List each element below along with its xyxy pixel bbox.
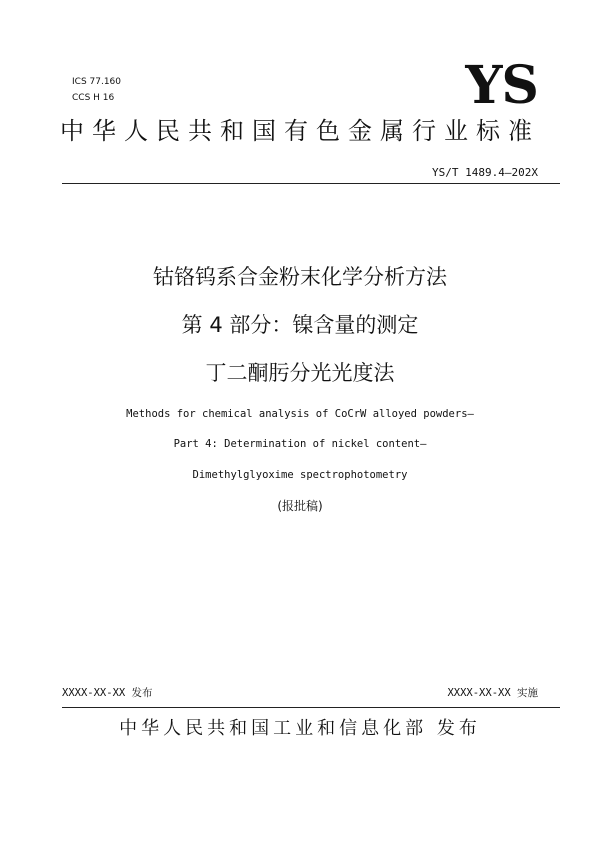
draft-status: (报批稿): [277, 499, 323, 513]
ccs-code: CCS H 16: [72, 93, 115, 103]
issuing-ministry: 中华人民共和国工业和信息化部 发布: [119, 718, 481, 739]
standard-number: YS/T 1489.4—202X: [432, 166, 538, 179]
title-en-line-3: Dimethylglyoxime spectrophotometry: [192, 469, 408, 481]
ys-logo: YS: [465, 55, 538, 116]
issuing-authority-title: 中华人民共和国有色金属行业标准: [60, 117, 540, 145]
footer-divider: [62, 707, 560, 708]
title-cn-line-2: 第 4 部分：镍含量的测定: [181, 313, 419, 337]
title-cn-line-1: 钴铬钨系合金粉末化学分析方法: [153, 265, 447, 289]
header-divider: [62, 183, 560, 184]
title-cn-line-3: 丁二酮肟分光光度法: [205, 361, 395, 385]
title-en-line-1: Methods for chemical analysis of CoCrW alloyed powders—: [126, 408, 474, 420]
implement-date: XXXX-XX-XX 实施: [447, 687, 538, 699]
ics-code: ICS 77.160: [72, 77, 122, 87]
title-en-line-2: Part 4: Determination of nickel content—: [173, 438, 427, 450]
publish-date: XXXX-XX-XX 发布: [62, 687, 153, 699]
